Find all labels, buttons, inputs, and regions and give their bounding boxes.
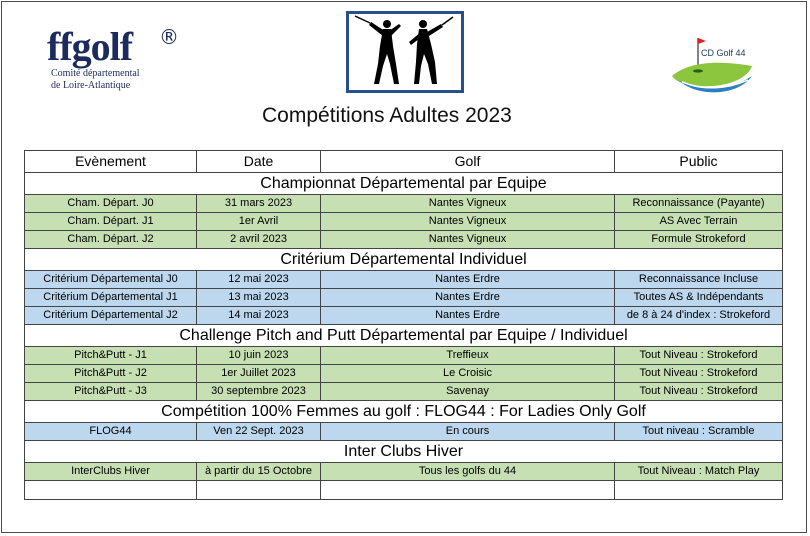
section-title-row (25, 173, 783, 195)
cell-public: Tout Niveau : Match Play (615, 463, 783, 481)
table-row (25, 213, 783, 231)
cell-date: 31 mars 2023 (197, 195, 321, 213)
cell-public: Reconnaissance (Payante) (615, 195, 783, 213)
cell-evenement: Pitch&Putt - J1 (25, 347, 197, 365)
cell-public: de 8 à 24 d'index : Strokeford (615, 307, 783, 325)
cell-date: 30 septembre 2023 (197, 383, 321, 401)
cell-date: 10 juin 2023 (197, 347, 321, 365)
table-row (25, 231, 783, 249)
table-row (25, 365, 783, 383)
ffgolf-subtitle-line2: de Loire-Atlantique (51, 80, 131, 91)
cell-golf: Nantes Erdre (321, 271, 615, 289)
table-header-row (25, 151, 783, 173)
cell-date: 1er Avril (197, 213, 321, 231)
section-title-row (25, 249, 783, 271)
cell-evenement: Cham. Départ. J2 (25, 231, 197, 249)
cell-date: 14 mai 2023 (197, 307, 321, 325)
cell-golf: Nantes Erdre (321, 289, 615, 307)
section-title: Inter Clubs Hiver (25, 441, 783, 463)
golfers-silhouette-icon (349, 14, 461, 90)
cell-public: Formule Strokeford (615, 231, 783, 249)
cell-public: Tout Niveau : Strokeford (615, 347, 783, 365)
section-title-row (25, 441, 783, 463)
cell-evenement: Critérium Départemental J0 (25, 271, 197, 289)
page-title: Compétitions Adultes 2023 (262, 104, 512, 127)
cell-evenement: Cham. Départ. J1 (25, 213, 197, 231)
cell-evenement: Critérium Départemental J1 (25, 289, 197, 307)
competitions-table-body (25, 151, 783, 500)
cell-public: Tout Niveau : Strokeford (615, 365, 783, 383)
empty-cell (615, 481, 783, 500)
empty-row (25, 481, 783, 500)
cell-golf: Nantes Erdre (321, 307, 615, 325)
golfers-logo (346, 11, 464, 93)
cell-public: Toutes AS & Indépendants (615, 289, 783, 307)
competitions-table (24, 150, 783, 500)
ffgolf-subtitle-line1: Comité départemental (51, 68, 140, 79)
table-row (25, 463, 783, 481)
section-title-row (25, 401, 783, 423)
cell-date: à partir du 15 Octobre (197, 463, 321, 481)
cell-public: Reconnaissance Incluse (615, 271, 783, 289)
cell-evenement: FLOG44 (25, 423, 197, 441)
cell-evenement: InterClubs Hiver (25, 463, 197, 481)
section-title-row (25, 325, 783, 347)
table-row (25, 347, 783, 365)
section-title: Compétition 100% Femmes au golf : FLOG44 : For Ladies Only Golf (25, 401, 783, 423)
empty-cell (25, 481, 197, 500)
empty-cell (197, 481, 321, 500)
cell-date: 2 avril 2023 (197, 231, 321, 249)
section-title: Championnat Départemental par Equipe (25, 173, 783, 195)
cell-date: Ven 22 Sept. 2023 (197, 423, 321, 441)
cd-golf-44-logo (668, 32, 756, 104)
header-evenement: Evènement (25, 151, 197, 173)
cell-evenement: Pitch&Putt - J2 (25, 365, 197, 383)
ffgolf-logo-subtitle (47, 68, 187, 92)
cell-date: 1er Juillet 2023 (197, 365, 321, 383)
cell-evenement: Critérium Départemental J2 (25, 307, 197, 325)
cell-public: Tout niveau : Scramble (615, 423, 783, 441)
table-row (25, 383, 783, 401)
golf-course-icon (668, 32, 756, 104)
registered-mark: ® (159, 25, 179, 49)
ffgolf-logo (47, 24, 187, 118)
cell-golf: En cours (321, 423, 615, 441)
cd-golf-44-label: CD Golf 44 (701, 48, 746, 58)
header-date: Date (197, 151, 321, 173)
table-row (25, 423, 783, 441)
header-golf: Golf (321, 151, 615, 173)
cell-public: AS Avec Terrain (615, 213, 783, 231)
cell-public: Tout Niveau : Strokeford (615, 383, 783, 401)
cell-golf: Nantes Vigneux (321, 213, 615, 231)
cell-golf: Treffieux (321, 347, 615, 365)
cell-golf: Nantes Vigneux (321, 231, 615, 249)
cell-evenement: Pitch&Putt - J3 (25, 383, 197, 401)
ffgolf-logo-word: ffgolf (47, 24, 133, 69)
cell-golf: Savenay (321, 383, 615, 401)
table-row (25, 289, 783, 307)
table-row (25, 195, 783, 213)
cell-golf: Le Croisic (321, 365, 615, 383)
cell-evenement: Cham. Départ. J0 (25, 195, 197, 213)
section-title: Critérium Départemental Individuel (25, 249, 783, 271)
header-public: Public (615, 151, 783, 173)
cell-golf: Tous les golfs du 44 (321, 463, 615, 481)
table-row (25, 307, 783, 325)
cell-golf: Nantes Vigneux (321, 195, 615, 213)
cell-date: 12 mai 2023 (197, 271, 321, 289)
empty-cell (321, 481, 615, 500)
section-title: Challenge Pitch and Putt Départemental par Equipe / Individuel (25, 325, 783, 347)
cell-date: 13 mai 2023 (197, 289, 321, 307)
table-row (25, 271, 783, 289)
